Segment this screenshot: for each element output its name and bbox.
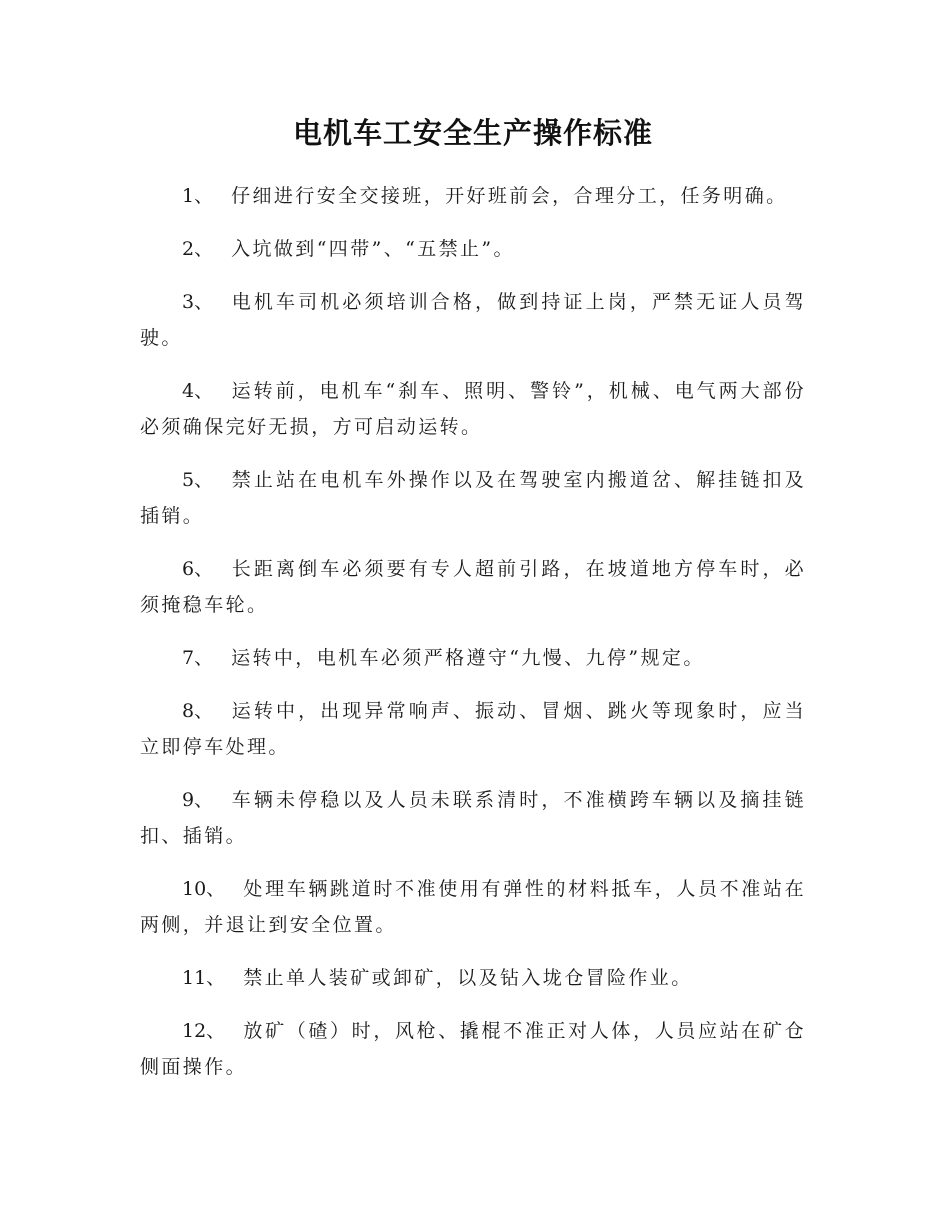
rule-text: 运转中，电机车必须严格遵守“九慢、九停”规定。 xyxy=(231,647,705,669)
rule-item xyxy=(140,231,806,267)
rule-number: 9、 xyxy=(182,789,214,811)
rule-number: 2、 xyxy=(182,238,214,260)
rule-item xyxy=(140,551,806,623)
rule-item xyxy=(140,1013,806,1085)
rule-item xyxy=(140,640,806,676)
rule-text: 运转中，出现异常响声、振动、冒烟、跳火等现象时，应当立即停车处理。 xyxy=(140,700,806,758)
rule-text: 放矿（碴）时，风枪、撬棍不准正对人体，人员应站在矿仓侧面操作。 xyxy=(140,1020,806,1078)
rule-text: 长距离倒车必须要有专人超前引路，在坡道地方停车时，必须掩稳车轮。 xyxy=(140,558,806,616)
rule-item xyxy=(140,871,806,943)
rule-text: 电机车司机必须培训合格，做到持证上岗，严禁无证人员驾驶。 xyxy=(140,291,806,349)
rule-item xyxy=(140,960,806,996)
document-title: 电机车工安全生产操作标准 xyxy=(292,116,653,150)
rule-item xyxy=(140,373,806,445)
document-page xyxy=(140,108,806,1102)
rule-number: 12、 xyxy=(182,1020,226,1042)
rule-item xyxy=(140,178,806,214)
rule-item xyxy=(140,782,806,854)
rule-text: 禁止单人装矿或卸矿，以及钻入垅仓冒险作业。 xyxy=(243,967,693,989)
rule-text: 入坑做到“四带”、“五禁止”。 xyxy=(231,238,515,260)
rule-number: 4、 xyxy=(182,380,214,402)
rule-number: 11、 xyxy=(182,967,226,989)
rule-number: 7、 xyxy=(182,647,214,669)
rule-number: 6、 xyxy=(182,558,214,580)
rule-item xyxy=(140,693,806,765)
rule-number: 8、 xyxy=(182,700,214,722)
rule-item xyxy=(140,462,806,534)
rule-number: 5、 xyxy=(182,469,214,491)
rule-text: 运转前，电机车“刹车、照明、警铃”，机械、电气两大部份必须确保完好无损，方可启动运转。 xyxy=(140,380,806,438)
rules-list xyxy=(140,178,806,1085)
rule-number: 3、 xyxy=(182,291,214,313)
rule-text: 仔细进行安全交接班，开好班前会，合理分工，任务明确。 xyxy=(231,185,788,207)
rule-text: 处理车辆跳道时不准使用有弹性的材料抵车，人员不准站在两侧，并退让到安全位置。 xyxy=(140,878,806,936)
rule-text: 禁止站在电机车外操作以及在驾驶室内搬道岔、解挂链扣及插销。 xyxy=(140,469,806,527)
rule-text: 车辆未停稳以及人员未联系清时，不准横跨车辆以及摘挂链扣、插销。 xyxy=(140,789,806,847)
rule-number: 10、 xyxy=(182,878,226,900)
rule-number: 1、 xyxy=(182,185,214,207)
rule-item xyxy=(140,284,806,356)
